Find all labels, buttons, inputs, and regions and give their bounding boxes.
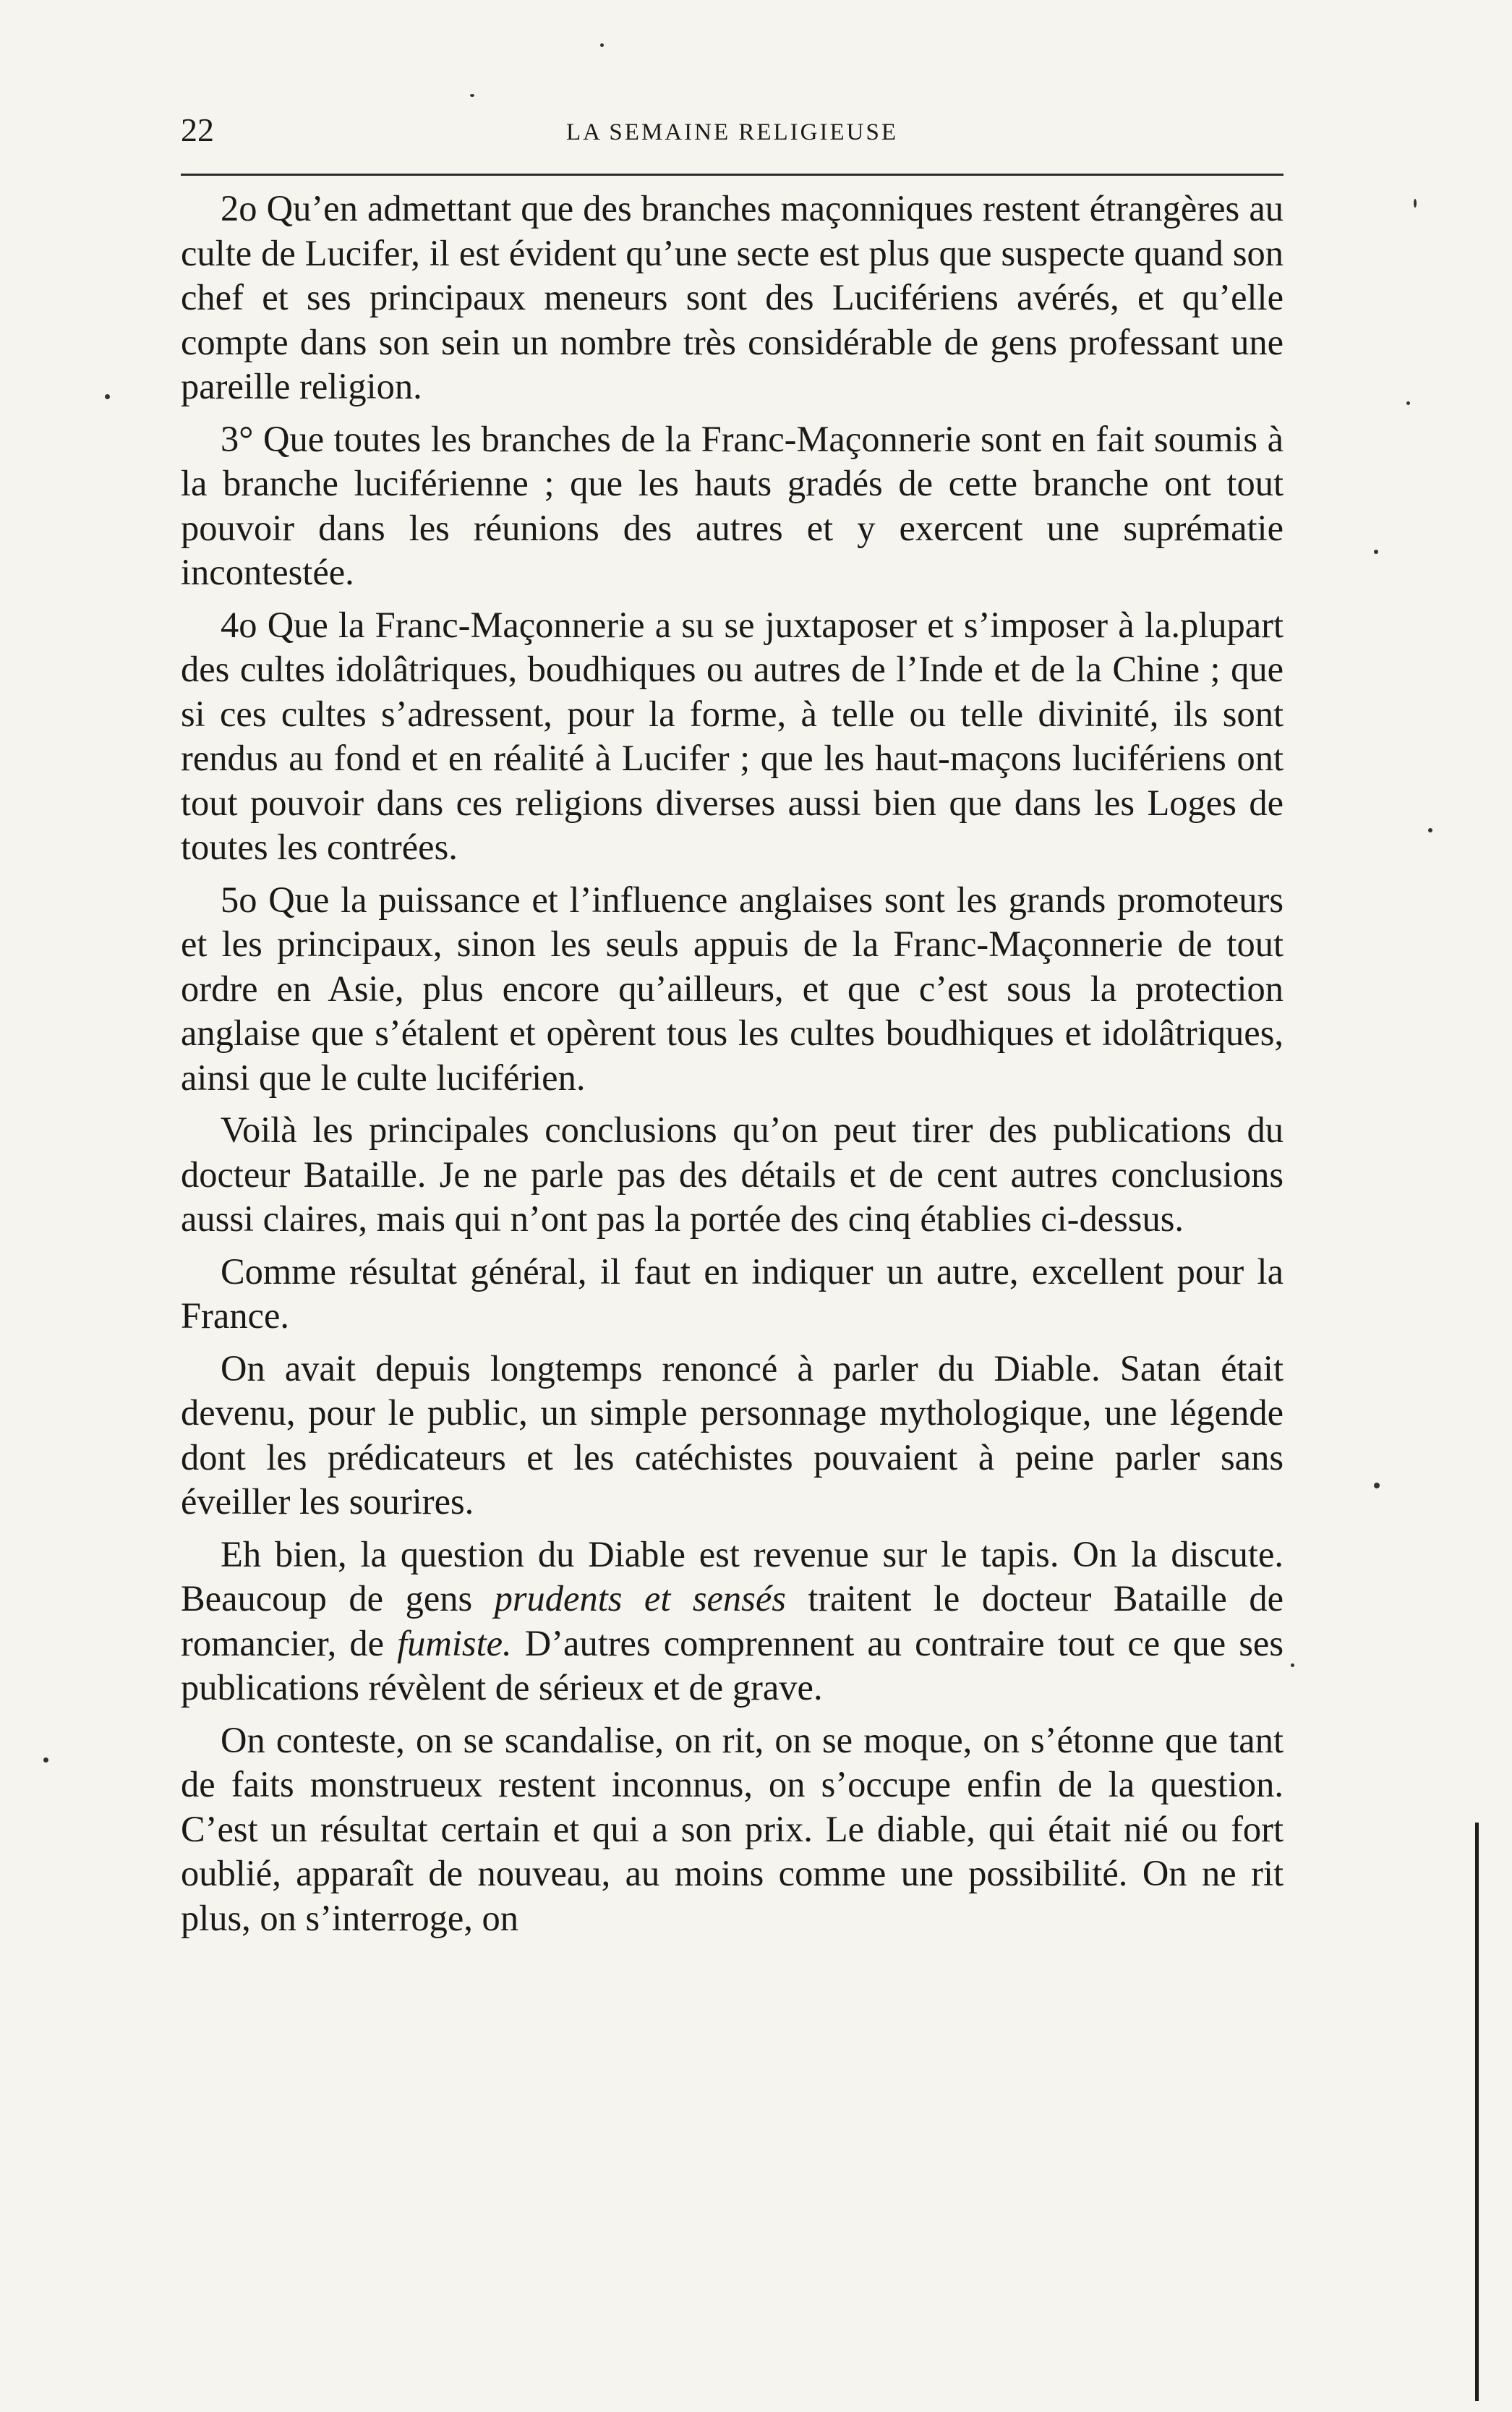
text-segment: 2o Qu’en admettant que des branches maçonniques restent étrangères au culte de Lucifer, il est évident qu’une secte est plus que suspecte quand son chef et ses principaux meneurs sont des Lucifériens avérés, et qu’elle compte dans son sein un nombre très considérable de gens professant une pareille religion. bbox=[181, 188, 1284, 406]
text-segment: On avait depuis longtemps renoncé à parler du Diable. Satan était devenu, pour le public, un simple personnage mythologique, une légende dont les prédicateurs et les catéchistes pouvaient à peine parler sans éveiller les sourires. bbox=[181, 1347, 1284, 1522]
text-segment: Voilà les principales conclusions qu’on peut tirer des publications du docteur Bataille. Je ne parle pas des détails et de cent autres conclusions aussi claires, mais qui n’ont pas la portée des cinq établies ci-dessus. bbox=[181, 1109, 1284, 1239]
paragraph-p9 bbox=[181, 1718, 1284, 1941]
text-segment: 5o Que la puissance et l’influence anglaises sont les grands promoteurs et les principaux, sinon les seuls appuis de la Franc-Maçonnerie de tout ordre en Asie, plus encore qu’ailleurs, et que c’est sous la protection anglaise que s’étalent et opèrent tous les cultes boudhiques et idolâtriques, ainsi que le culte luciférien. bbox=[181, 879, 1284, 1098]
italic-phrase: prudents et sensés bbox=[494, 1578, 786, 1619]
text-segment: 4o Que la Franc-Maçonnerie a su se juxtaposer et s’imposer à la.plupart des cultes idolâtriques, boudhiques ou autres de l’Inde et de la Chine ; que si ces cultes s’adressent, pour la forme, à telle ou telle divinité, ils sont rendus au fond et en réalité à Lucifer ; que les haut-maçons lucifériens ont tout pouvoir dans ces religions diverses aussi bien que dans les Loges de toutes les contrées. bbox=[181, 604, 1284, 867]
text-segment: Eh bien, la question du Diable est revenue sur le tapis. On la discute. Beaucoup de gens bbox=[181, 1533, 1284, 1619]
speck bbox=[1291, 1663, 1294, 1667]
paragraph-p3 bbox=[181, 603, 1284, 870]
paragraph-p2 bbox=[181, 417, 1284, 595]
paragraph-p5 bbox=[181, 1108, 1284, 1242]
text-segment: D’autres comprennent au contraire tout ce que ses publications révèlent de sérieux et de grave. bbox=[181, 1622, 1284, 1708]
paragraph-p6 bbox=[181, 1250, 1284, 1339]
speck bbox=[470, 94, 474, 97]
speck bbox=[43, 1757, 48, 1763]
margin-bar bbox=[1475, 1823, 1479, 2401]
paragraph-p1 bbox=[181, 187, 1284, 409]
running-title: LA SEMAINE RELIGIEUSE bbox=[566, 119, 898, 145]
speck bbox=[600, 43, 604, 47]
speck bbox=[1374, 1483, 1380, 1488]
paragraph-p4 bbox=[181, 878, 1284, 1101]
italic-phrase: fumiste. bbox=[397, 1622, 512, 1663]
page-header bbox=[181, 108, 1284, 159]
text-segment: traitent le docteur Bataille de romancier, de bbox=[181, 1578, 1284, 1663]
text-segment: On conteste, on se scandalise, on rit, on se moque, on s’étonne que tant de faits monstrueux restent inconnus, on s’occupe enfin de la question. C’est un résultat certain et qui a son prix. Le diable, qui était nié ou fort oublié, apparaît de nouveau, au moins comme une possibilité. On ne rit plus, on s’interroge, on bbox=[181, 1719, 1284, 1938]
header-rule bbox=[181, 174, 1284, 176]
speck bbox=[1414, 199, 1417, 208]
speck bbox=[1374, 550, 1378, 554]
paragraph-p8 bbox=[181, 1533, 1284, 1710]
page-number: 22 bbox=[181, 111, 214, 148]
speck bbox=[1428, 828, 1432, 832]
speck bbox=[105, 394, 110, 399]
body-text bbox=[181, 187, 1284, 1940]
paragraph-p7 bbox=[181, 1347, 1284, 1525]
text-segment: Comme résultat général, il faut en indiquer un autre, excellent pour la France. bbox=[181, 1250, 1284, 1336]
text-segment: 3° Que toutes les branches de la Franc-Maçonnerie sont en fait soumis à la branche luciférienne ; que les hauts gradés de cette branche ont tout pouvoir dans les réunions des autres et y exercent une suprématie incontestée. bbox=[181, 418, 1284, 592]
speck bbox=[1406, 401, 1410, 405]
